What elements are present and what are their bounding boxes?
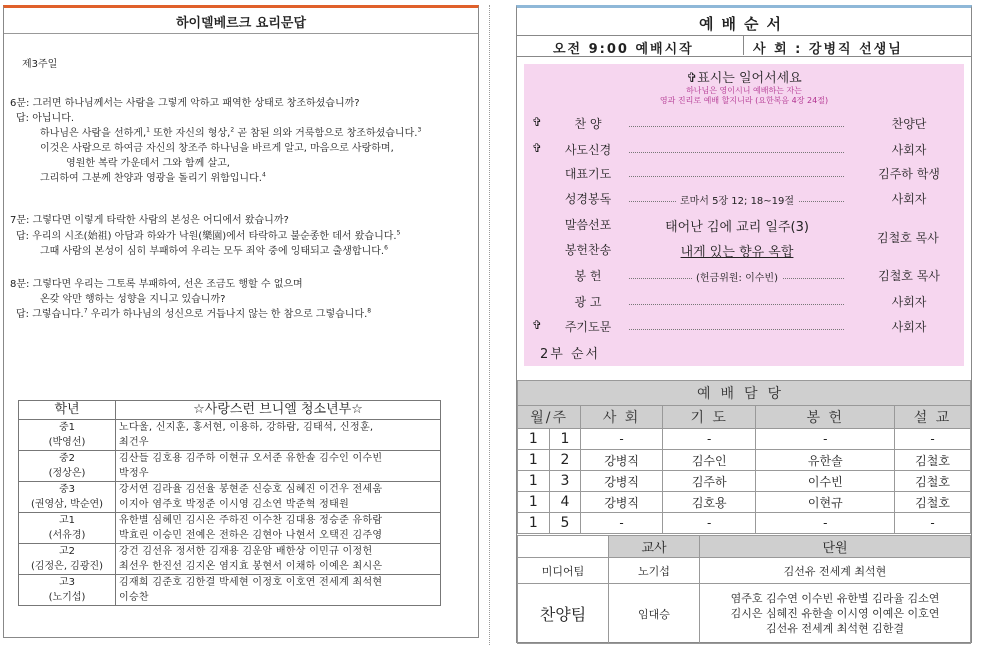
team-teacher: 임대승: [609, 584, 700, 644]
bar-divider: [743, 35, 744, 55]
service-host: 사 회 : 강병직 선생님: [753, 42, 903, 57]
table-row: [518, 584, 971, 644]
duty-host: -: [581, 513, 663, 534]
scripture-line1: 하나님은 영이시니 예배하는 자는: [686, 86, 802, 95]
table-row: [518, 513, 971, 534]
duty-pray: -: [662, 513, 756, 534]
stand-mark-icon: ✞: [532, 318, 543, 332]
item-leader: 사회자: [891, 295, 927, 309]
names-cell: 강건 김선유 정서한 김재용 김운암 배한상 이민규 이정헌 최선우 한진선 김지온 염지효 봉현서 이채하 이예은 최시은: [116, 544, 441, 575]
roster-header: ☆사랑스런 브니엘 청소년부☆: [116, 401, 441, 420]
item-leader: 김철호 목사: [878, 269, 940, 283]
duty-host: 강병직: [581, 492, 663, 513]
month-week-header: 월/주: [518, 406, 581, 429]
team-members: 김선유 전세계 최석현: [700, 558, 971, 584]
item-name: 대표기도: [564, 167, 612, 181]
item-detail: 태어난 김에 교리 일주(3): [524, 216, 950, 235]
table-row: [518, 450, 971, 471]
team-name: 찬양팀: [518, 584, 609, 644]
duty-pray: 김주하: [662, 471, 756, 492]
duty-m: 1: [518, 471, 550, 492]
item-leader: 사회자: [891, 320, 927, 334]
q8-answer: 답: 그렇습니다.$^7$ 우리가 하나님의 성신으로 거듭나지 않는 한 참으로 그렇습니다.$^8$: [16, 307, 372, 320]
table-row: [518, 558, 971, 584]
team-teacher: 노기섭: [609, 558, 700, 584]
item-name: 성경봉독: [564, 192, 612, 206]
item-leader: 사회자: [891, 143, 927, 157]
team-table: [517, 535, 971, 644]
teacher-header: 교사: [609, 536, 700, 558]
youth-roster-table: [18, 400, 441, 606]
item-detail: (헌금위원: 이수빈): [524, 269, 950, 284]
item-name: 광 고: [574, 295, 602, 309]
grade-cell: 중3 (권영삼, 박순연): [19, 482, 116, 513]
leader-dots: [629, 126, 844, 127]
blank-header: [518, 536, 609, 558]
item-detail: 내게 있는 향유 옥합: [524, 241, 950, 260]
catechism-title: 하이델베르크 요리문답: [175, 16, 307, 31]
names-cell: 김산들 김호용 김주하 이현규 오서준 유한솔 김수인 이수빈 박정우: [116, 451, 441, 482]
offering-header: 봉 헌: [756, 406, 895, 429]
duty-preach: 김철호: [895, 450, 971, 471]
names-cell: 유한별 심혜민 김시은 주하진 이수찬 김대용 정승준 유하람 박효린 이승민 전예은 전하은 김현아 나현서 오택진 김주영: [116, 513, 441, 544]
stand-mark-icon: ✞: [532, 141, 543, 155]
page-fold-divider: [489, 5, 490, 645]
q6-answer-line1: 하나님은 사람을 선하게,$^1$ 또한 자신의 형상,$^2$ 곧 참된 의와 거룩함으로 창조하셨습니다.$^3$: [40, 126, 422, 139]
duty-w: 2: [549, 450, 581, 471]
item-name: 말씀선포: [564, 218, 612, 232]
second-part-label: 2부 순서: [540, 347, 601, 362]
duty-pray: 김호용: [662, 492, 756, 513]
table-row: [518, 471, 971, 492]
q8-question-line2: 온갖 악만 행하는 성향을 지니고 있습니까?: [40, 294, 226, 305]
duty-pray: 김수인: [662, 450, 756, 471]
item-detail: 로마서 5장 12; 18~19절: [524, 192, 950, 207]
duty-preach: 김철호: [895, 492, 971, 513]
team-name: 미디어팀: [518, 558, 609, 584]
names-cell: 김재희 김준호 김한결 박세현 이정호 이호연 전세계 최석현 이승찬: [116, 575, 441, 606]
duty-host: 강병직: [581, 471, 663, 492]
duty-pray: -: [662, 429, 756, 450]
leader-dots: [629, 176, 844, 177]
q7-answer-line1: 답: 우리의 시조(始祖) 아담과 하와가 낙원(樂園)에서 타락하고 불순종한 데서 왔습니다.$^5$: [16, 229, 401, 242]
sermon-header: 설 교: [895, 406, 971, 429]
item-name: 사도신경: [564, 143, 612, 157]
stand-mark-icon: ✞: [532, 115, 543, 129]
host-header: 사 회: [581, 406, 663, 429]
team-members: 염주호 김수연 이수빈 유한별 김라율 김소연 김시은 심혜진 유한솔 이시영 이예은 이호연 김선유 전세계 최석현 김한결: [700, 584, 971, 644]
order-of-service-box: [524, 64, 964, 366]
duty-offer: 이수빈: [756, 471, 895, 492]
time-host-bar: [517, 35, 971, 57]
catechism-panel: [3, 5, 479, 638]
worship-order-title: 예배순서: [699, 15, 789, 33]
q6-answer-line3: 영원한 복락 가운데서 그와 함께 살고,: [66, 158, 230, 169]
grade-header: 학년: [19, 401, 116, 420]
item-name: 주기도문: [564, 320, 612, 334]
q8-question: 8문: 그렇다면 우리는 그토록 부패하여, 선은 조금도 행할 수 없으며: [10, 279, 303, 290]
grade-cell: 고1 (서유경): [19, 513, 116, 544]
item-leader: 사회자: [891, 192, 927, 206]
title-divider: [4, 33, 478, 34]
duty-m: 1: [518, 450, 550, 471]
item-name: 찬 양: [574, 117, 602, 131]
duty-caption: 예배담당: [518, 381, 971, 406]
duty-preach: -: [895, 429, 971, 450]
duty-offer: 유한솔: [756, 450, 895, 471]
member-header: 단원: [700, 536, 971, 558]
names-cell: 노다울, 신지훈, 홍서현, 이용하, 강하람, 김태석, 신정훈, 최건우: [116, 420, 441, 451]
q6-answer-line2: 이것은 사람으로 하여금 자신의 창조주 하나님을 바르게 알고, 마음으로 사랑하며,: [40, 143, 394, 154]
service-time: 오전 9:00 예배시작: [553, 42, 694, 57]
table-row: [19, 513, 441, 544]
table-row: [19, 575, 441, 606]
table-row: [518, 429, 971, 450]
duty-roster-table: [517, 380, 971, 534]
table-header: [518, 536, 971, 558]
grade-cell: 고3 (노기섭): [19, 575, 116, 606]
table-row: [19, 420, 441, 451]
table-header: [19, 401, 441, 420]
q6-answer-line4: 그리하여 그분께 찬양과 영광을 돌리기 위함입니다.$^4$: [40, 171, 266, 184]
duty-offer: -: [756, 429, 895, 450]
duty-m: 1: [518, 513, 550, 534]
q7-answer-line2: 그때 사람의 본성이 심히 부패하여 우리는 모두 죄악 중에 잉태되고 출생합니다.$^6$: [40, 244, 388, 257]
duty-offer: 이현규: [756, 492, 895, 513]
prayer-header: 기 도: [662, 406, 756, 429]
duty-host: 강병직: [581, 450, 663, 471]
duty-w: 3: [549, 471, 581, 492]
table-row: [19, 482, 441, 513]
duty-offer: -: [756, 513, 895, 534]
duty-w: 4: [549, 492, 581, 513]
grade-cell: 중1 (박영선): [19, 420, 116, 451]
item-name: 봉 헌: [574, 269, 602, 283]
duty-preach: -: [895, 513, 971, 534]
table-row: [518, 492, 971, 513]
leader-dots: [629, 152, 844, 153]
table-header: [518, 406, 971, 429]
q6-question: 6문: 그러면 하나님께서는 사람을 그렇게 악하고 패역한 상태로 창조하셨습니까?: [10, 98, 360, 109]
sermon-preacher: 김철호 목사: [877, 231, 939, 245]
duty-w: 1: [549, 429, 581, 450]
table-row: [19, 544, 441, 575]
item-leader: 찬양단: [891, 117, 927, 131]
duty-w: 5: [549, 513, 581, 534]
item-leader: 김주하 학생: [878, 167, 940, 181]
scripture-line2: 영과 진리로 예배 할지니라 (요한복음 4장 24절): [659, 96, 829, 105]
leader-dots: [629, 329, 844, 330]
q7-question: 7문: 그렇다면 이렇게 타락한 사람의 본성은 어디에서 왔습니까?: [10, 215, 289, 226]
grade-cell: 중2 (정상은): [19, 451, 116, 482]
duty-preach: 김철호: [895, 471, 971, 492]
names-cell: 강서연 김라율 김선율 봉현준 신승호 심혜진 이건우 전세움 이지아 염주호 박정준 이시영 김소연 박준혁 정태원: [116, 482, 441, 513]
table-row: [19, 451, 441, 482]
week-label: 제3주일: [22, 59, 58, 70]
duty-m: 1: [518, 492, 550, 513]
stand-notice: ✞표시는 일어서세요: [686, 71, 802, 86]
worship-order-panel: [516, 5, 972, 643]
grade-cell: 고2 (김정은, 김광진): [19, 544, 116, 575]
duty-m: 1: [518, 429, 550, 450]
leader-dots: [629, 304, 844, 305]
q6-answer-label: 답: 아닙니다.: [16, 113, 75, 124]
item-name: 봉헌찬송: [564, 243, 612, 257]
duty-host: -: [581, 429, 663, 450]
